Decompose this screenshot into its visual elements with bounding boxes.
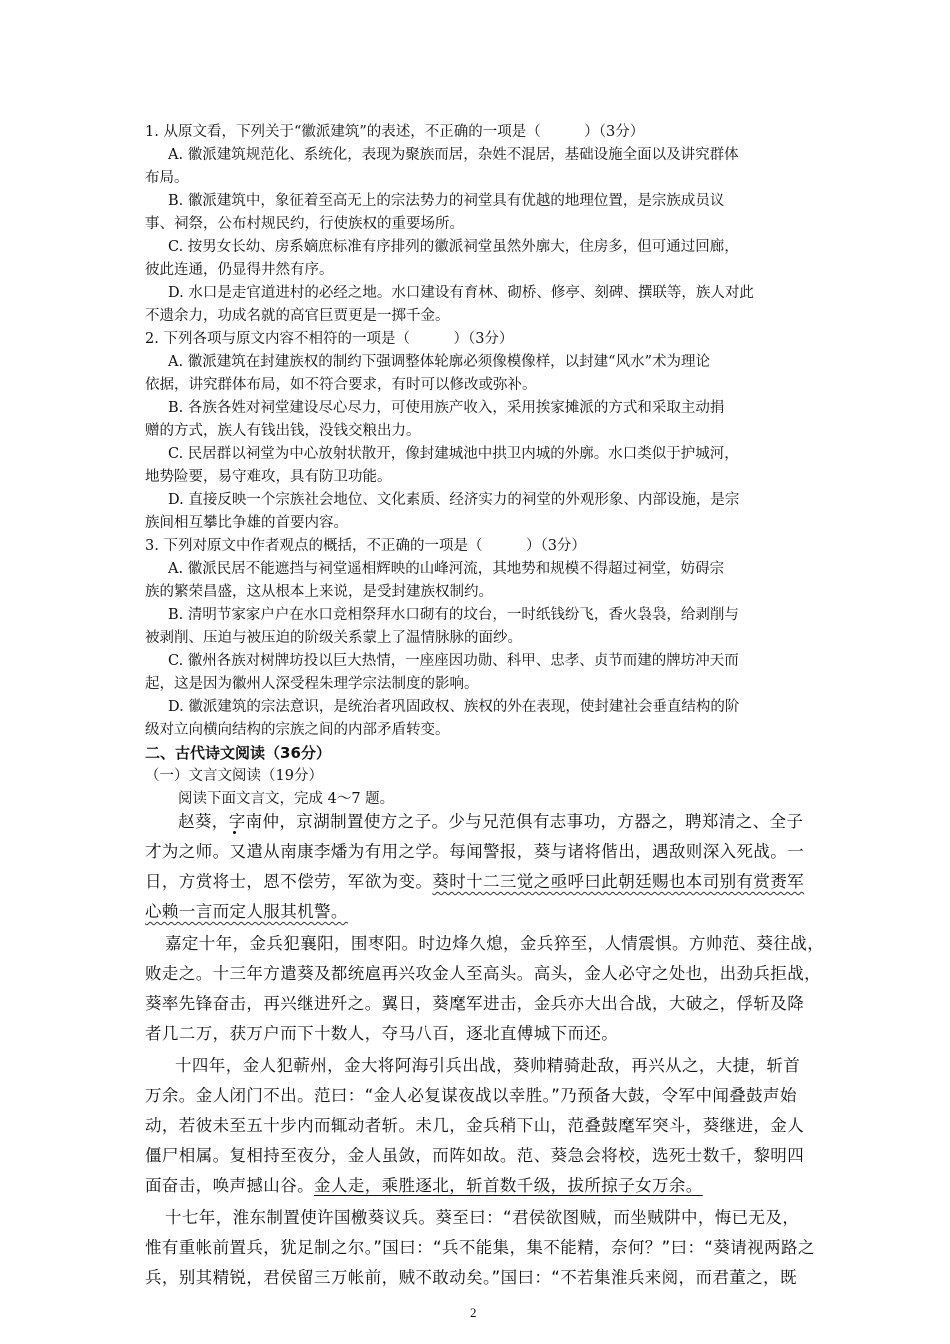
passage-p1-line1: 赵葵，字南仲，京湖制置使方之子。少与兄范俱有志事功，方器之，聘郑清之、全子: [178, 812, 804, 831]
passage-p1-line2: 才为之师。又遣从南康李燔为有用之学。每闻警报，葵与诸将偕出，遇敌则深入死战。一: [145, 842, 805, 861]
question-2-option-d-line1: D. 直接反映一个宗族社会地位、文化素质、经济实力的祠堂的外观形象、内部设施，是宗: [168, 492, 740, 508]
question-1-option-b-line2: 事、祠祭，公布村规民约，行使族权的重要场所。: [145, 216, 464, 232]
question-1-option-a-line1: A. 徽派建筑规范化、系统化，表现为聚族而居，杂姓不混居，基础设施全面以及讲究群体: [168, 147, 739, 163]
question-1-option-a-line2: 布局。: [145, 170, 189, 186]
subsection-title: （一）文言文阅读（19分）: [145, 768, 323, 784]
emphasis-dot: [233, 831, 236, 834]
underlined-sentence: 金人走，乘胜逐北，斩首数千级，拔所掠子女万余。: [314, 1176, 703, 1195]
question-1-option-b-line1: B. 徽派建筑中，象征着至高无上的宗法势力的祠堂具有优越的地理位置，是宗族成员议: [168, 193, 725, 209]
question-2-option-c-line2: 地势险要，易守难攻，具有防卫功能。: [145, 469, 392, 485]
section-title: 二、古代诗文阅读（36分）: [145, 744, 331, 762]
wavy-underlined-sentence: 葵时十二三觉之亟呼曰此朝廷赐也本司别有赏赉军: [432, 872, 805, 891]
question-3-stem: 3. 下列对原文中作者观点的概括，不正确的一项是（ ）（3分）: [145, 538, 586, 554]
passage-p2-line2: 败走之。十三年方遣葵及都统扈再兴攻金人至高头。高头，金人必守之处也，出劲兵拒战，: [145, 964, 821, 983]
passage-p3-line2: 万余。金人闭门不出。范曰：“金人必复谋夜战以幸胜。”乃预备大鼓，令军中闻叠鼓声始: [145, 1086, 797, 1105]
question-2-stem: 2. 下列各项与原文内容不相符的一项是（ ）（3分）: [145, 331, 514, 347]
question-1-option-c-line1: C. 按男女长幼、房系嫡庶标准有序排列的徽派祠堂虽然外廓大，住房多，但可通过回廊，: [168, 239, 739, 255]
passage-p3-line3: 动，若彼未至五十步内而辄动者斩。未几，金兵稍下山，范叠鼓麾军突斗，葵继进，金人: [145, 1116, 805, 1135]
question-2-option-b-line1: B. 各族各姓对祠堂建设尽心尽力，可使用族产收入，采用挨家摊派的方式和采取主动捐: [168, 400, 725, 416]
question-3-option-a-line1: A. 徽派民居不能遮挡与祠堂遥相辉映的山峰河流，其地势和规模不得超过祠堂，妨碍宗: [168, 561, 725, 577]
passage-p3-line1: 十四年，金人犯蕲州，金大将阿海引兵出战，葵帅精骑赴敌，再兴从之，大捷，斩首: [175, 1056, 801, 1075]
passage-p1-line3-text: 日，方赏将士，恩不偿劳，军欲为变。: [145, 872, 433, 891]
question-3-option-d-line2: 级对立向横向结构的宗族之间的内部矛盾转变。: [145, 722, 450, 738]
question-3-option-b-line2: 被剥削、压迫与被压迫的阶级关系蒙上了温情脉脉的面纱。: [145, 630, 522, 646]
page-number: 2: [470, 1305, 477, 1320]
passage-p1-line3: [145, 870, 804, 894]
question-1-stem: 1. 从原文看，下列关于“徽派建筑”的表述，不正确的一项是（ ）（3分）: [145, 124, 645, 140]
question-2-option-b-line2: 赠的方式，族人有钱出钱，没钱交粮出力。: [145, 423, 421, 439]
passage-p2-line4: 者几二万，获万户而下十数人，夺马八百，逐北直傅城下而还。: [145, 1024, 619, 1043]
passage-p2-line3: 葵率先锋奋击，再兴继进歼之。翼日，葵麾军进击，金兵亦大出合战，大破之，俘斩及降: [145, 994, 805, 1013]
question-3-option-a-line2: 族的繁荣昌盛，这从根本上来说，是受封建族权制约。: [145, 584, 493, 600]
question-2-option-a-line2: 依据，讲究群体布局，如不符合要求，有时可以修改或弥补。: [145, 377, 537, 393]
reading-instruction: 阅读下面文言文，完成 4～7 题。: [178, 791, 395, 807]
passage-p1-line4: [145, 900, 348, 924]
question-1-option-d-line2: 不遗余力，功成名就的高官巨贾更是一掷千金。: [145, 308, 450, 324]
question-2-option-d-line2: 族间相互攀比争雄的首要内容。: [145, 515, 348, 531]
passage-p3-line5: [145, 1174, 703, 1198]
passage-p4-line2: 惟有重帐前置兵，犹足制之尔。”国曰：“兵不能集，集不能精，奈何？”曰：“葵请视两路之: [145, 1238, 815, 1257]
passage-p4-line1: 十七年，淮东制置使许国檄葵议兵。葵至曰：“君侯欲图贼，而坐贼阱中，悔已无及，: [165, 1208, 800, 1227]
question-2-option-c-line1: C. 民居群以祠堂为中心放射状散开，像封建城池中拱卫内城的外廓。水口类似于护城河，: [168, 446, 739, 462]
question-1-option-d-line1: D. 水口是走官道进村的必经之地。水口建设有育林、砌桥、修亭、刻碑、撰联等，族人对此: [168, 285, 754, 301]
question-3-option-c-line2: 起，这是因为徽州人深受程朱理学宗法制度的影响。: [145, 676, 479, 692]
passage-p2-line1: 嘉定十年，金兵犯襄阳，围枣阳。时边烽久熄，金兵猝至，人情震惧。方帅范、葵往战，: [165, 934, 825, 953]
passage-p4-line3: 兵，别其精锐，君侯留三万帐前，贼不敢动矣。”国曰：“不若集淮兵来阅，而君董之，既: [145, 1268, 797, 1287]
question-2-option-a-line1: A. 徽派建筑在封建族权的制约下强调整体轮廓必须像模像样，以封建“风水”术为理论: [168, 354, 711, 370]
question-3-option-b-line1: B. 清明节家家户户在水口竞相祭拜水口砌有的坟台，一时纸钱纷飞，香火袅袅，给剥削与: [168, 607, 739, 623]
passage-p3-line4: 僵尸相属。复相持至夜分，金人虽敛，而阵如故。范、葵急会将校，选死士数千，黎明四: [145, 1146, 805, 1165]
question-1-option-c-line2: 彼此连通，仍显得井然有序。: [145, 262, 334, 278]
question-3-option-d-line1: D. 徽派建筑的宗法意识，是统治者巩固政权、族权的外在表现，使封建社会垂直结构的阶: [168, 699, 740, 715]
passage-p3-line5-text: 面奋击，唤声撼山谷。: [145, 1176, 314, 1195]
wavy-underlined-sentence-end: 心赖一言而定人服其机警。: [145, 902, 348, 921]
question-3-option-c-line1: C. 徽州各族对树牌坊投以巨大热情，一座座因功勋、科甲、忠孝、贞节而建的牌坊冲天而: [168, 653, 739, 669]
